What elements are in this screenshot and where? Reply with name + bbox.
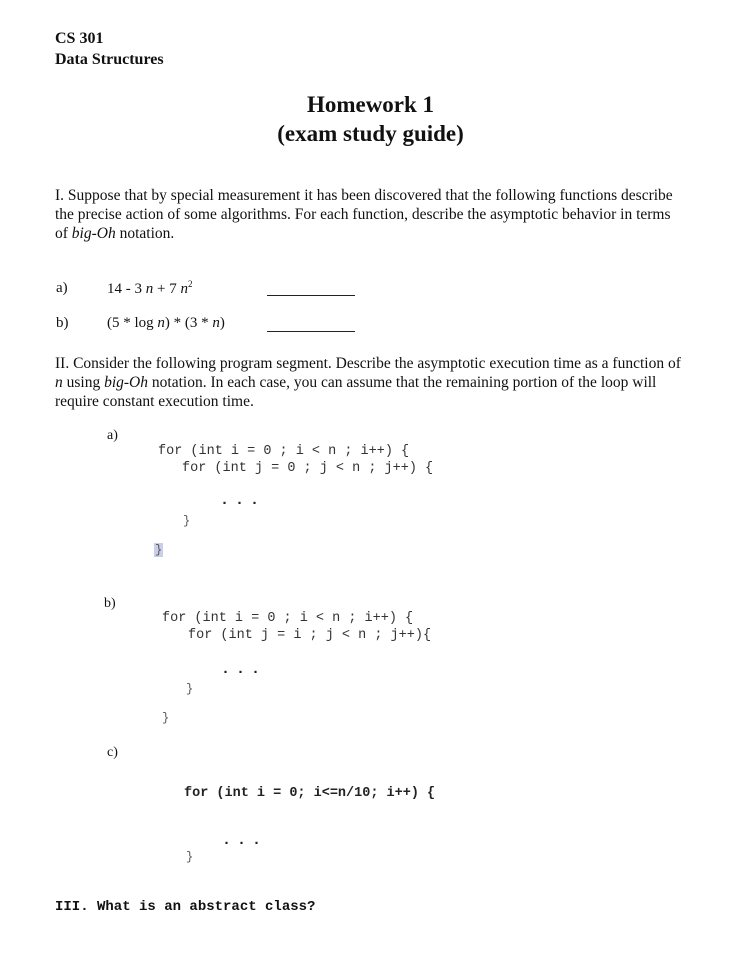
part-a-label: a) (107, 428, 118, 443)
part-a-ellipsis: ... (220, 492, 266, 509)
function-a: 14 - 3 n + 7 $n^2$ (107, 279, 193, 297)
part-c-label: c) (107, 745, 118, 760)
part-b-outer-loop: for (int i = 0 ; i < n ; i++) { (162, 611, 414, 626)
part-c-close-brace: } (186, 850, 194, 864)
part-b-outer-close-brace: } (162, 711, 170, 725)
part-a-inner-loop: for (int j = 0 ; j < n ; j++) { (182, 461, 434, 476)
part-b-ellipsis: ... (221, 661, 267, 678)
part-c-ellipsis: ... (222, 832, 268, 849)
part-b-inner-close-brace: } (186, 682, 194, 696)
question-b-label: b) (56, 315, 69, 331)
page-title: Homework 1 (306, 92, 435, 117)
section3-question: III. What is an abstract class? (55, 899, 316, 915)
section2-intro: II. Consider the following program segment. Describe the asymptotic execution time as a function of n using big-Oh notation. In each case, you can assume that the remaining portion of the loop will require constant execution time. (55, 355, 681, 410)
section1-intro: I. Suppose that by special measurement it has been discovered that the following functions describe the precise action of some algorithms. For each function, describe the asymptotic behavior in terms of big-Oh notation. (55, 187, 673, 242)
course-number: CS 301 (55, 30, 104, 47)
answer-blank-b (267, 331, 355, 332)
part-a-outer-loop: for (int i = 0 ; i < n ; i++) { (158, 444, 410, 459)
part-a-inner-close-brace: } (183, 514, 191, 528)
answer-blank-a (267, 295, 355, 296)
function-b: (5 * log n) * (3 * n) (107, 315, 225, 331)
part-b-inner-loop: for (int j = i ; j < n ; j++){ (188, 628, 432, 643)
part-a-outer-close-brace: } (155, 543, 163, 557)
question-a-label: a) (56, 280, 68, 296)
part-c-loop: for (int i = 0; i<=n/10; i++) { (184, 786, 436, 801)
course-subject: Data Structures (55, 51, 164, 68)
page-subtitle: (exam study guide) (277, 121, 464, 146)
part-b-label: b) (104, 596, 116, 611)
